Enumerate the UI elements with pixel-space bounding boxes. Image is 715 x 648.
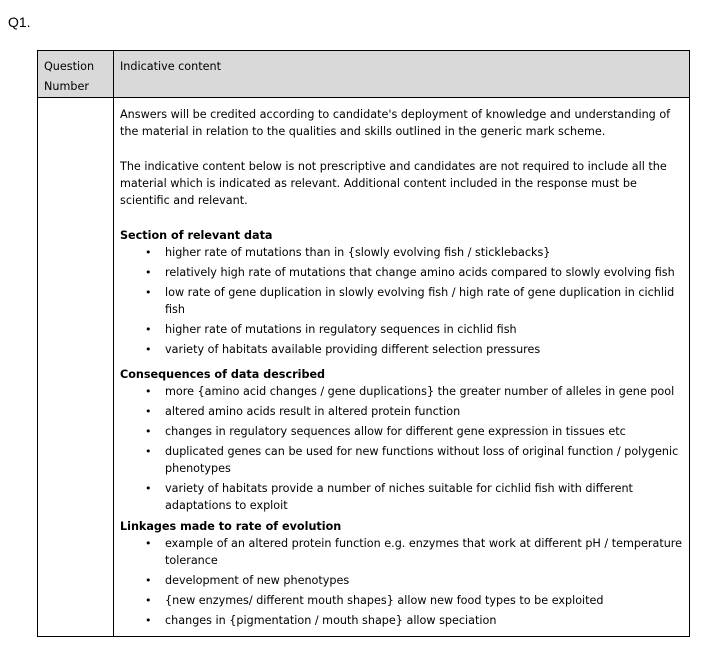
bullet-icon: • [145, 594, 152, 607]
bullet-icon: • [145, 323, 152, 336]
bullet-icon: • [145, 246, 152, 259]
list-item: • duplicated genes can be used for new functions without loss of original function / polygenic phenotypes [145, 445, 679, 475]
section-points-list [120, 244, 683, 358]
bullet-icon: • [145, 445, 152, 458]
bullet-icon: • [145, 405, 152, 418]
list-item: • variety of habitats available providing different selection pressures [145, 343, 541, 356]
header-indicative-content: Indicative content [114, 51, 690, 98]
bullet-icon: • [145, 343, 152, 356]
list-item: • relatively high rate of mutations that change amino acids compared to slowly evolving fish [145, 266, 675, 279]
bullet-icon: • [145, 266, 152, 279]
section-points-list [120, 535, 683, 629]
question-number-cell [38, 98, 114, 637]
list-item: • higher rate of mutations in regulatory sequences in cichlid fish [145, 323, 517, 336]
list-item: • higher rate of mutations than in {slowly evolving fish / sticklebacks} [145, 246, 551, 259]
question-label: Q1. [8, 14, 31, 30]
bullet-icon: • [145, 482, 152, 495]
table-body-row [38, 98, 690, 637]
bullet-icon: • [145, 385, 152, 398]
indicative-content-cell [114, 98, 690, 637]
section-title: Linkages made to rate of evolution [120, 520, 342, 533]
list-item: • changes in regulatory sequences allow for different gene expression in tissues etc [145, 425, 626, 438]
list-item: • more {amino acid changes / gene duplications} the greater number of alleles in gene pool [145, 385, 675, 398]
section-title: Section of relevant data [120, 229, 273, 242]
section-title: Consequences of data described [120, 368, 326, 381]
list-item: • altered amino acids result in altered protein function [145, 405, 461, 418]
bullet-icon: • [145, 425, 152, 438]
intro-paragraph-1: Answers will be credited according to candidate's deployment of knowledge and understanding of the material in relation to the qualities and skills outlined in the generic mark scheme. [120, 108, 671, 138]
table-header-row [38, 51, 690, 98]
bullet-icon: • [145, 537, 152, 550]
list-item: • low rate of gene duplication in slowly evolving fish / high rate of gene duplication in cichlid fish [145, 286, 675, 316]
bullet-icon: • [145, 574, 152, 587]
list-item: • example of an altered protein function e.g. enzymes that work at different pH / temperature tolerance [145, 537, 683, 567]
header-question-number: Question Number [38, 51, 114, 98]
list-item: • variety of habitats provide a number of niches suitable for cichlid fish with different adaptations to exploit [145, 482, 633, 512]
list-item: • {new enzymes/ different mouth shapes} allow new food types to be exploited [145, 594, 604, 607]
bullet-icon: • [145, 286, 152, 299]
bullet-icon: • [145, 614, 152, 627]
section-points-list [120, 383, 683, 514]
list-item: • development of new phenotypes [145, 574, 350, 587]
mark-scheme-table [37, 50, 690, 637]
intro-paragraph-2: The indicative content below is not prescriptive and candidates are not required to include all the material which is indicated as relevant. Additional content included in the response must be scientific and relevant. [120, 160, 667, 207]
list-item: • changes in {pigmentation / mouth shape} allow speciation [145, 614, 497, 627]
